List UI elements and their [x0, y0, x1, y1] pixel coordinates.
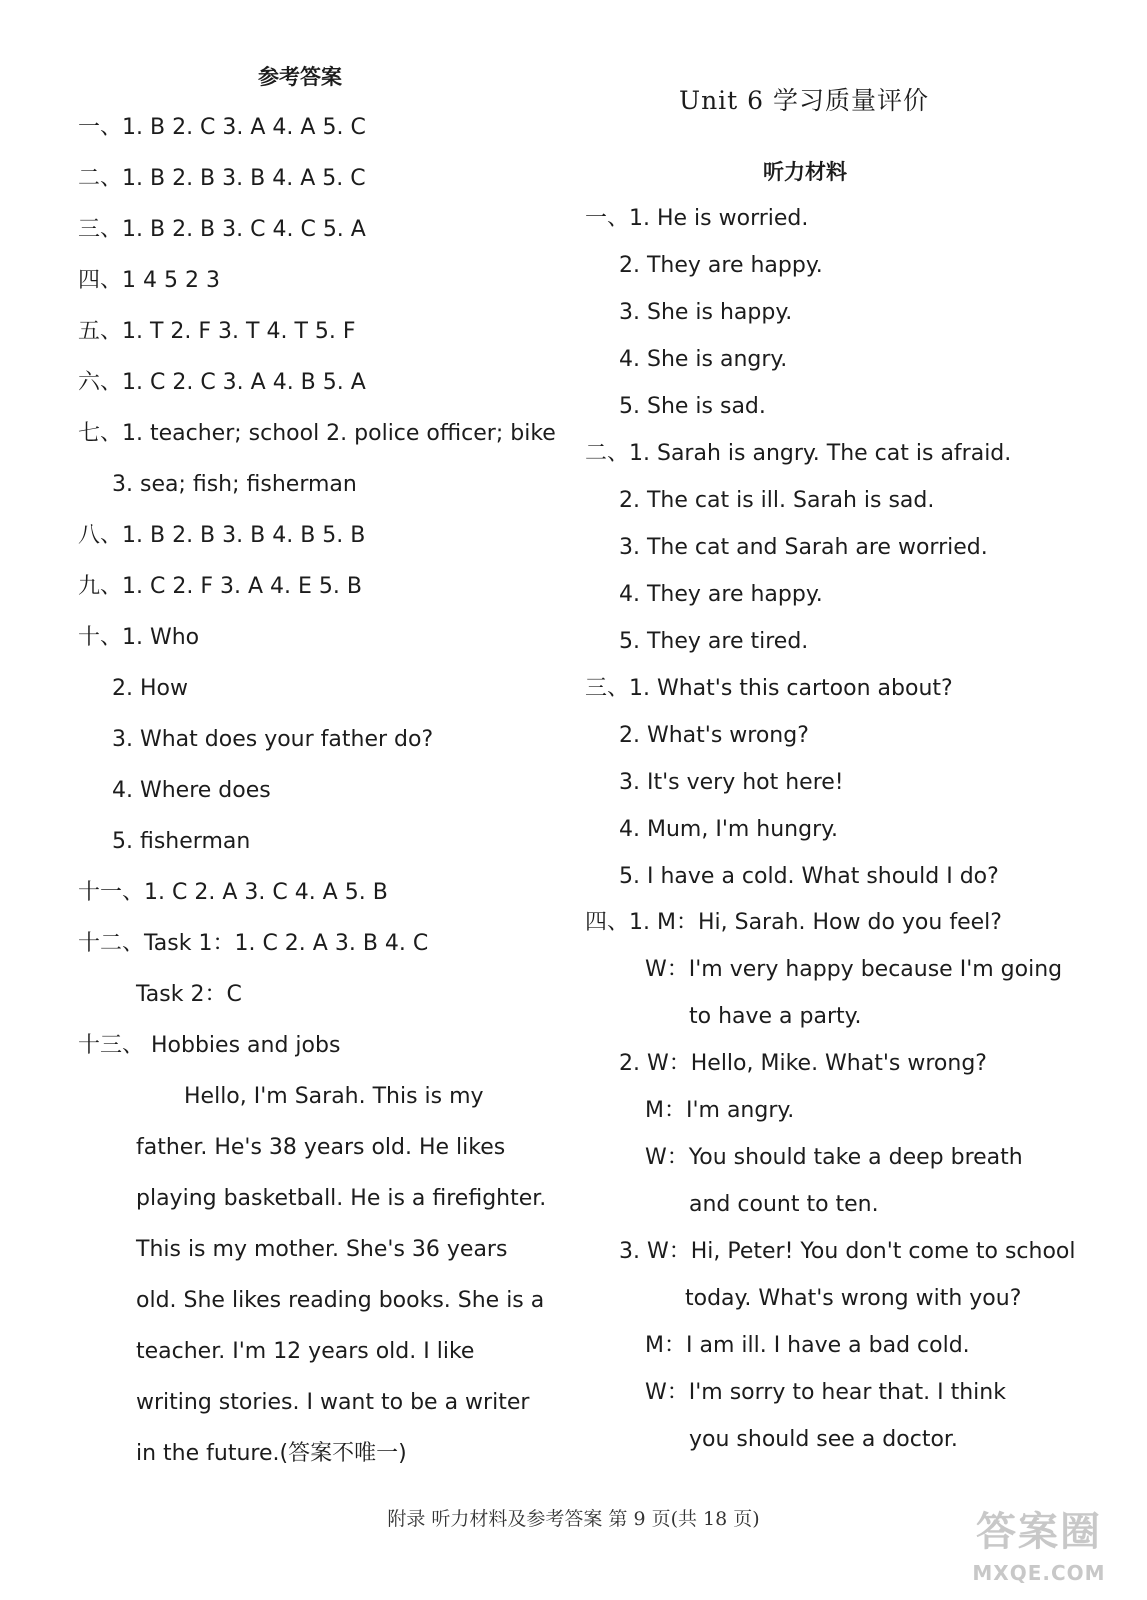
answer-line: 2. How: [112, 676, 188, 701]
dialogue-line: 3. W：Hi, Peter! You don't come to school: [619, 1239, 1076, 1264]
essay-line: father. He's 38 years old. He likes: [136, 1135, 506, 1160]
answer-line: 四、1 4 5 2 3: [78, 268, 220, 293]
listening-heading: 听力材料: [763, 160, 847, 184]
transcript-line: 3. The cat and Sarah are worried.: [619, 535, 988, 560]
essay-line: writing stories. I want to be a writer: [136, 1390, 530, 1415]
dialogue-line: to have a party.: [689, 1004, 862, 1029]
transcript-line: 一、1. He is worried.: [585, 206, 809, 231]
dialogue-line: W：You should take a deep breath: [645, 1145, 1023, 1170]
answer-line: 3. sea; fish; fisherman: [112, 472, 357, 497]
dialogue-line: M：I'm angry.: [645, 1098, 795, 1123]
answer-line: 六、1. C 2. C 3. A 4. B 5. A: [78, 370, 366, 395]
watermark-url: MXQE.COM: [972, 1561, 1106, 1585]
answer-line: 五、1. T 2. F 3. T 4. T 5. F: [78, 319, 356, 344]
dialogue-line: today. What's wrong with you?: [685, 1286, 1022, 1311]
answer-line: 三、1. B 2. B 3. C 4. C 5. A: [78, 217, 366, 242]
dialogue-line: you should see a doctor.: [689, 1427, 958, 1452]
essay-line: playing basketball. He is a firefighter.: [136, 1186, 547, 1211]
answer-line: 七、1. teacher; school 2. police officer; bike: [78, 421, 556, 446]
watermark-text: 答案圈: [976, 1509, 1102, 1555]
transcript-line: 2. They are happy.: [619, 253, 823, 278]
transcript-line: 3. It's very hot here!: [619, 770, 844, 795]
answer-line: 一、1. B 2. C 3. A 4. A 5. C: [78, 115, 366, 140]
transcript-line: 5. They are tired.: [619, 629, 809, 654]
transcript-line: 2. What's wrong?: [619, 723, 809, 748]
transcript-line: 4. They are happy.: [619, 582, 823, 607]
dialogue-line: and count to ten.: [689, 1192, 879, 1217]
essay-line: old. She likes reading books. She is a: [136, 1288, 545, 1313]
answer-key-heading: 参考答案: [258, 65, 342, 89]
watermark-logo: [939, 1500, 1139, 1585]
page-footer: 附录 听力材料及参考答案 第 9 页(共 18 页): [387, 1508, 760, 1530]
essay-line: Hello, I'm Sarah. This is my: [184, 1084, 484, 1109]
dialogue-line: M：I am ill. I have a bad cold.: [645, 1333, 970, 1358]
essay-line: in the future.(答案不唯一): [136, 1441, 407, 1466]
transcript-line: 2. The cat is ill. Sarah is sad.: [619, 488, 935, 513]
answer-line: 十二、Task 1：1. C 2. A 3. B 4. C: [78, 931, 429, 956]
essay-title-line: 十三、 Hobbies and jobs: [78, 1033, 341, 1058]
answer-line: 十、1. Who: [78, 625, 200, 650]
answer-line: 5. fisherman: [112, 829, 251, 854]
transcript-line: 5. I have a cold. What should I do?: [619, 864, 999, 889]
dialogue-line: W：I'm sorry to hear that. I think: [645, 1380, 1006, 1405]
answer-line: 八、1. B 2. B 3. B 4. B 5. B: [78, 523, 366, 548]
unit-title: Unit 6 学习质量评价: [679, 86, 930, 115]
dialogue-line: 2. W：Hello, Mike. What's wrong?: [619, 1051, 987, 1076]
answer-line: 九、1. C 2. F 3. A 4. E 5. B: [78, 574, 362, 599]
dialogue-line: 四、1. M：Hi, Sarah. How do you feel?: [585, 910, 1002, 935]
essay-line: teacher. I'm 12 years old. I like: [136, 1339, 475, 1364]
answer-line: 3. What does your father do?: [112, 727, 434, 752]
transcript-line: 5. She is sad.: [619, 394, 766, 419]
transcript-line: 4. She is angry.: [619, 347, 788, 372]
answer-line: 十一、1. C 2. A 3. C 4. A 5. B: [78, 880, 388, 905]
answer-line: 4. Where does: [112, 778, 271, 803]
dialogue-line: W：I'm very happy because I'm going: [645, 957, 1063, 982]
transcript-line: 4. Mum, I'm hungry.: [619, 817, 839, 842]
essay-line: This is my mother. She's 36 years: [136, 1237, 508, 1262]
transcript-line: 三、1. What's this cartoon about?: [585, 676, 953, 701]
transcript-line: 二、1. Sarah is angry. The cat is afraid.: [585, 441, 1012, 466]
answer-line: 二、1. B 2. B 3. B 4. A 5. C: [78, 166, 366, 191]
transcript-line: 3. She is happy.: [619, 300, 793, 325]
answer-line: Task 2：C: [136, 982, 242, 1007]
